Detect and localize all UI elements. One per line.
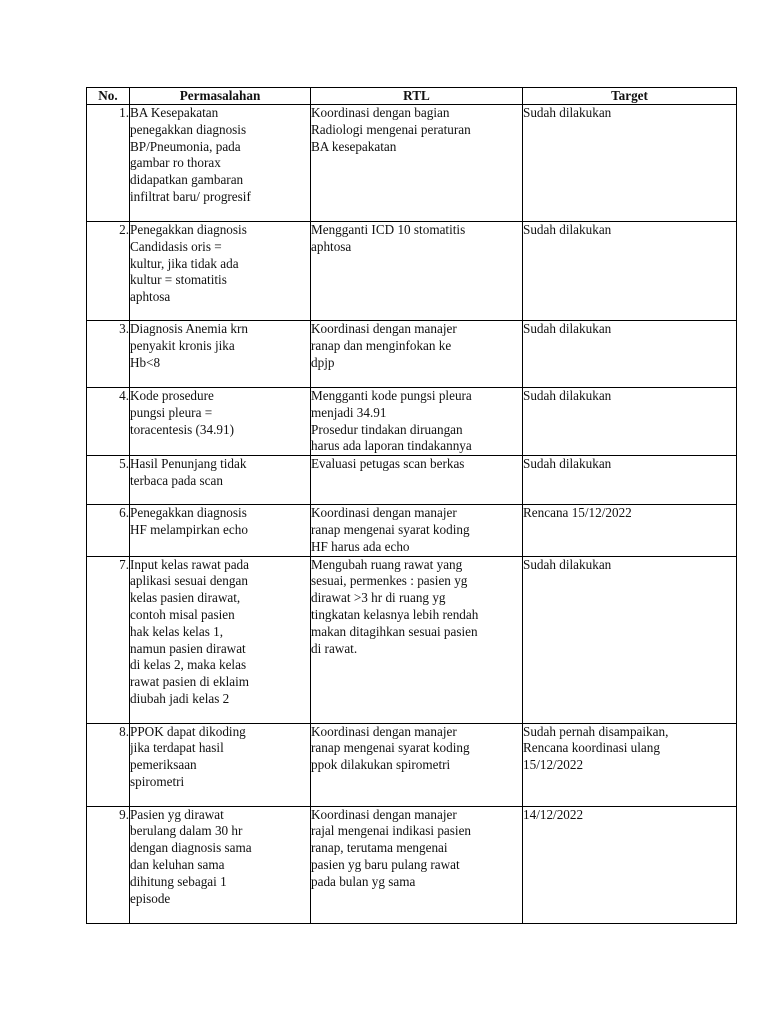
target-cell-line: Sudah dilakukan xyxy=(523,456,612,472)
row-number: 7. xyxy=(87,556,130,723)
problem-cell xyxy=(130,806,311,923)
row-number: 5. xyxy=(87,456,130,505)
problem-cell-line: Input kelas rawat pada xyxy=(130,556,250,572)
rtl-cell-line: tingkatan kelasnya lebih rendah xyxy=(311,606,479,622)
problem-cell xyxy=(130,456,311,505)
problem-cell-line: kultur = stomatitis xyxy=(130,272,227,288)
rtl-cell-line: Mengganti kode pungsi pleura xyxy=(311,388,472,403)
row-number: 9. xyxy=(87,806,130,923)
problem-cell xyxy=(130,723,311,806)
target-cell-line: 14/12/2022 xyxy=(523,806,584,822)
rtl-cell-line: pada bulan yg sama xyxy=(311,873,416,889)
problem-cell-line: penyakit kronis jika xyxy=(130,337,235,353)
table-header xyxy=(87,88,737,105)
rtl-cell xyxy=(311,388,523,456)
rtl-cell-line: Mengganti ICD 10 stomatitis xyxy=(311,222,466,237)
problem-cell-line: Diagnosis Anemia krn xyxy=(130,321,248,336)
rtl-cell-line: sesuai, permenkes : pasien yg xyxy=(311,573,468,589)
rtl-cell xyxy=(311,321,523,388)
target-cell-line: Sudah dilakukan xyxy=(523,105,612,120)
rtl-cell-line: Koordinasi dengan bagian xyxy=(311,105,450,120)
problem-cell-line: penegakkan diagnosis xyxy=(130,121,247,137)
problem-cell xyxy=(130,556,311,723)
problem-cell-line: Kode prosedure xyxy=(130,388,214,403)
problem-cell-line: aphtosa xyxy=(130,289,171,305)
header-rtl: RTL xyxy=(311,88,523,105)
problem-cell-line: Pasien yg dirawat xyxy=(130,806,224,822)
rtl-cell-line: dpjp xyxy=(311,354,335,370)
rtl-cell-line: ranap mengenai syarat koding xyxy=(311,740,470,756)
target-cell xyxy=(523,105,737,222)
problem-cell-line: dihitung sebagai 1 xyxy=(130,873,227,889)
rtl-cell-line: Koordinasi dengan manajer xyxy=(311,806,457,822)
target-cell-line: Sudah dilakukan xyxy=(523,556,612,572)
problem-cell-line: jika terdapat hasil xyxy=(130,740,224,756)
target-cell xyxy=(523,723,737,806)
rtl-cell-line: ranap, terutama mengenai xyxy=(311,840,448,856)
problem-cell xyxy=(130,222,311,321)
row-number: 8. xyxy=(87,723,130,806)
table-row xyxy=(87,222,737,321)
target-cell xyxy=(523,505,737,556)
table-row xyxy=(87,456,737,505)
problem-cell-line: HF melampirkan echo xyxy=(130,521,248,537)
row-number: 4. xyxy=(87,388,130,456)
rtl-cell-line: ppok dilakukan spirometri xyxy=(311,757,451,773)
header-problem: Permasalahan xyxy=(130,88,311,105)
target-cell xyxy=(523,806,737,923)
table-body xyxy=(87,105,737,924)
problem-cell-line: Penegakkan diagnosis xyxy=(130,505,247,521)
rtl-cell xyxy=(311,723,523,806)
problem-cell-line: namun pasien dirawat xyxy=(130,640,246,656)
problem-cell-line: spirometri xyxy=(130,773,185,789)
rtl-cell-line: Mengubah ruang rawat yang xyxy=(311,556,463,572)
problem-cell-line: gambar ro thorax xyxy=(130,155,221,171)
rtl-cell xyxy=(311,806,523,923)
problem-cell-line: dengan diagnosis sama xyxy=(130,840,252,856)
problem-cell-line: didapatkan gambaran xyxy=(130,172,244,188)
rtl-cell xyxy=(311,222,523,321)
rtl-cell xyxy=(311,105,523,222)
problem-cell-line: episode xyxy=(130,890,171,906)
problem-cell xyxy=(130,105,311,222)
problem-cell-line: pemeriksaan xyxy=(130,757,197,773)
problem-cell-line: berulang dalam 30 hr xyxy=(130,823,243,839)
rtl-cell-line: Koordinasi dengan manajer xyxy=(311,505,457,521)
problem-cell-line: Hasil Penunjang tidak xyxy=(130,456,247,472)
problem-cell-line: rawat pasien di eklaim xyxy=(130,674,250,690)
target-cell-line: Sudah dilakukan xyxy=(523,321,612,336)
rtl-cell-line: ranap dan menginfokan ke xyxy=(311,337,452,353)
table-row xyxy=(87,321,737,388)
table-row xyxy=(87,723,737,806)
row-number: 2. xyxy=(87,222,130,321)
rtl-cell-line: Prosedur tindakan diruangan xyxy=(311,421,463,437)
row-number: 3. xyxy=(87,321,130,388)
problem-cell xyxy=(130,388,311,456)
problem-cell-line: terbaca pada scan xyxy=(130,472,223,488)
rtl-cell-line: HF harus ada echo xyxy=(311,538,410,554)
problem-cell xyxy=(130,321,311,388)
rtl-cell-line: makan ditagihkan sesuai pasien xyxy=(311,623,478,639)
target-cell xyxy=(523,556,737,723)
problem-cell-line: dan keluhan sama xyxy=(130,856,225,872)
rtl-cell-line: Koordinasi dengan manajer xyxy=(311,321,457,336)
problem-cell-line: pungsi pleura = xyxy=(130,404,213,420)
problem-cell-line: aplikasi sesuai dengan xyxy=(130,573,248,589)
problem-cell-line: kelas pasien dirawat, xyxy=(130,590,241,606)
target-cell-line: Rencana koordinasi ulang xyxy=(523,740,660,756)
problem-cell-line: Hb<8 xyxy=(130,354,161,370)
problem-cell-line: contoh misal pasien xyxy=(130,606,235,622)
rtl-cell xyxy=(311,456,523,505)
target-cell xyxy=(523,456,737,505)
problem-cell-line: kultur, jika tidak ada xyxy=(130,255,239,271)
rtl-cell-line: Evaluasi petugas scan berkas xyxy=(311,456,465,472)
rtl-cell xyxy=(311,505,523,556)
table-row xyxy=(87,388,737,456)
row-number: 6. xyxy=(87,505,130,556)
rtl-cell xyxy=(311,556,523,723)
rtl-cell-line: BA kesepakatan xyxy=(311,138,397,154)
rtl-cell-line: pasien yg baru pulang rawat xyxy=(311,856,460,872)
problem-cell-line: infiltrat baru/ progresif xyxy=(130,188,251,204)
target-cell-line: 15/12/2022 xyxy=(523,757,584,773)
rtl-cell-line: di rawat. xyxy=(311,640,358,656)
rtl-cell-line: rajal mengenai indikasi pasien xyxy=(311,823,472,839)
table-row xyxy=(87,806,737,923)
rtl-cell-line: harus ada laporan tindakannya xyxy=(311,438,472,454)
problem-cell-line: BP/Pneumonia, pada xyxy=(130,138,241,154)
problem-cell-line: Candidasis oris = xyxy=(130,238,222,254)
rtl-cell-line: dirawat >3 hr di ruang yg xyxy=(311,590,446,606)
rtl-cell-line: menjadi 34.91 xyxy=(311,404,387,420)
rtl-cell-line: Radiologi mengenai peraturan xyxy=(311,121,471,137)
row-number: 1. xyxy=(87,105,130,222)
problem-cell-line: hak kelas kelas 1, xyxy=(130,623,224,639)
problem-cell-line: toracentesis (34.91) xyxy=(130,421,234,437)
problem-cell-line: BA Kesepakatan xyxy=(130,105,219,120)
target-cell xyxy=(523,388,737,456)
target-cell-line: Sudah dilakukan xyxy=(523,222,612,237)
target-cell-line: Rencana 15/12/2022 xyxy=(523,505,632,521)
problem-cell-line: diubah jadi kelas 2 xyxy=(130,690,230,706)
problem-cell-line: Penegakkan diagnosis xyxy=(130,222,247,237)
rtl-cell-line: ranap mengenai syarat koding xyxy=(311,521,470,537)
header-row xyxy=(87,88,737,105)
header-no: No. xyxy=(87,88,130,105)
target-cell xyxy=(523,321,737,388)
table-row xyxy=(87,556,737,723)
header-target: Target xyxy=(523,88,737,105)
target-cell-line: Sudah dilakukan xyxy=(523,388,612,403)
table-row xyxy=(87,505,737,556)
problem-cell xyxy=(130,505,311,556)
rtl-cell-line: aphtosa xyxy=(311,238,352,254)
target-cell-line: Sudah pernah disampaikan, xyxy=(523,723,669,739)
problem-cell-line: PPOK dapat dikoding xyxy=(130,723,246,739)
rtl-cell-line: Koordinasi dengan manajer xyxy=(311,723,457,739)
table-row xyxy=(87,105,737,222)
problem-table xyxy=(86,87,737,924)
target-cell xyxy=(523,222,737,321)
problem-cell-line: di kelas 2, maka kelas xyxy=(130,657,247,673)
